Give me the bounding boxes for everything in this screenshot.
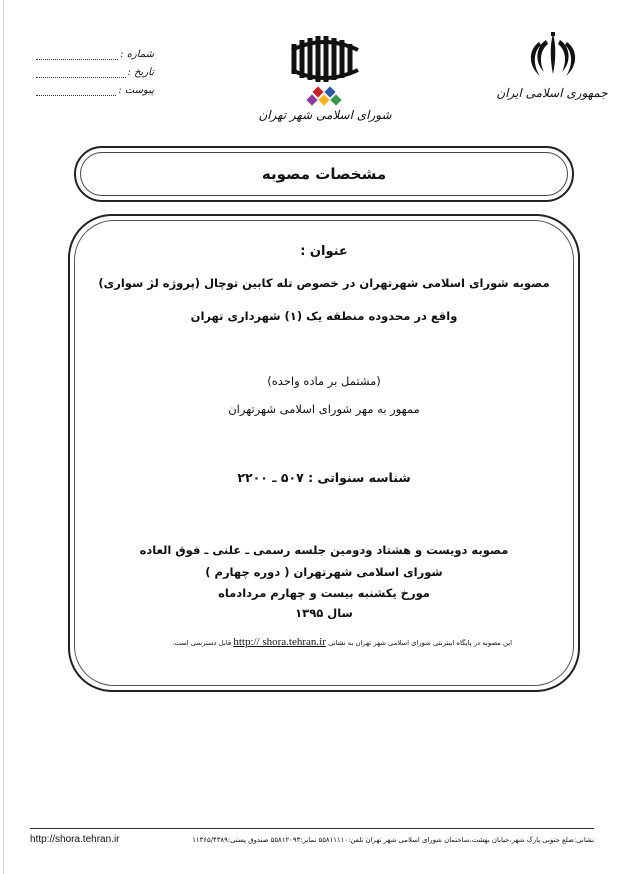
footer-address: نشانی:ضلع جنوبی پارک شهر،خیابان بهشت،ساختمان شورای اسلامی شهر تهران تلفن:۵۵۸۱۱۱۱۰ نمابر:۵۵۸۱۲۰۹۳ صندوق پستی:۱۱۳۶۵/۴۳۸۹ bbox=[192, 836, 594, 844]
resolution-identifier: شناسه سنواتی : ۵۰۷ ـ ۲۲۰۰ bbox=[237, 470, 411, 485]
note-line-1: (مشتمل بر ماده واحده) bbox=[267, 374, 381, 388]
web-note-prefix: این مصوبه در پایگاه اینترنتی شورای اسلامی شهر تهران به نشانی bbox=[328, 639, 512, 647]
country-name: جمهوری اسلامی ایران bbox=[496, 86, 608, 100]
note-line-2: ممهور به مهر شورای اسلامی شهرتهران bbox=[228, 402, 420, 416]
meta-row-attachment bbox=[36, 80, 154, 96]
session-line-1: مصوبه دویست و هشتاد ودومین جلسه رسمی ـ علنی ـ فوق العاده bbox=[139, 543, 509, 557]
meta-label-attachment: پیوست : bbox=[118, 85, 154, 96]
iran-emblem-icon bbox=[526, 30, 580, 80]
footer-divider bbox=[30, 828, 594, 829]
web-availability-note bbox=[120, 636, 512, 648]
meta-row-date bbox=[36, 62, 154, 78]
city-council-logo bbox=[288, 30, 364, 108]
title-frame bbox=[74, 146, 574, 202]
session-line-3: مورخ یکشنبه بیست و چهارم مردادماه bbox=[218, 586, 430, 600]
council-name: شورای اسلامی شهر تهران bbox=[258, 108, 392, 122]
session-line-2: شورای اسلامی شهرتهران ( دوره چهارم ) bbox=[205, 565, 443, 579]
meta-blank-number bbox=[36, 50, 118, 60]
web-note-suffix: قابل دسترسی است. bbox=[172, 639, 232, 647]
meta-label-date: تاریخ : bbox=[127, 67, 154, 78]
meta-row-number bbox=[36, 44, 154, 60]
subject-line-2: واقع در محدوده منطقه یک (۱) شهرداری تهران bbox=[190, 309, 458, 323]
document-title: مشخصات مصوبه bbox=[261, 165, 387, 183]
session-line-4: سال ۱۳۹۵ bbox=[295, 606, 353, 620]
footer-url[interactable]: http://shora.tehran.ir bbox=[30, 834, 120, 845]
meta-label-number: شماره : bbox=[120, 49, 154, 60]
letter-meta-fields bbox=[36, 44, 154, 98]
website-link[interactable]: http:// shora.tehran.ir bbox=[233, 636, 326, 648]
subject-line-1: مصوبه شورای اسلامی شهرتهران در خصوص تله کابین توچال (پروژه لژ سواری) bbox=[98, 276, 550, 290]
subject-label: عنوان : bbox=[300, 244, 348, 259]
meta-blank-attachment bbox=[36, 86, 116, 96]
meta-blank-date bbox=[36, 68, 126, 78]
scan-artifact-line bbox=[3, 0, 4, 874]
